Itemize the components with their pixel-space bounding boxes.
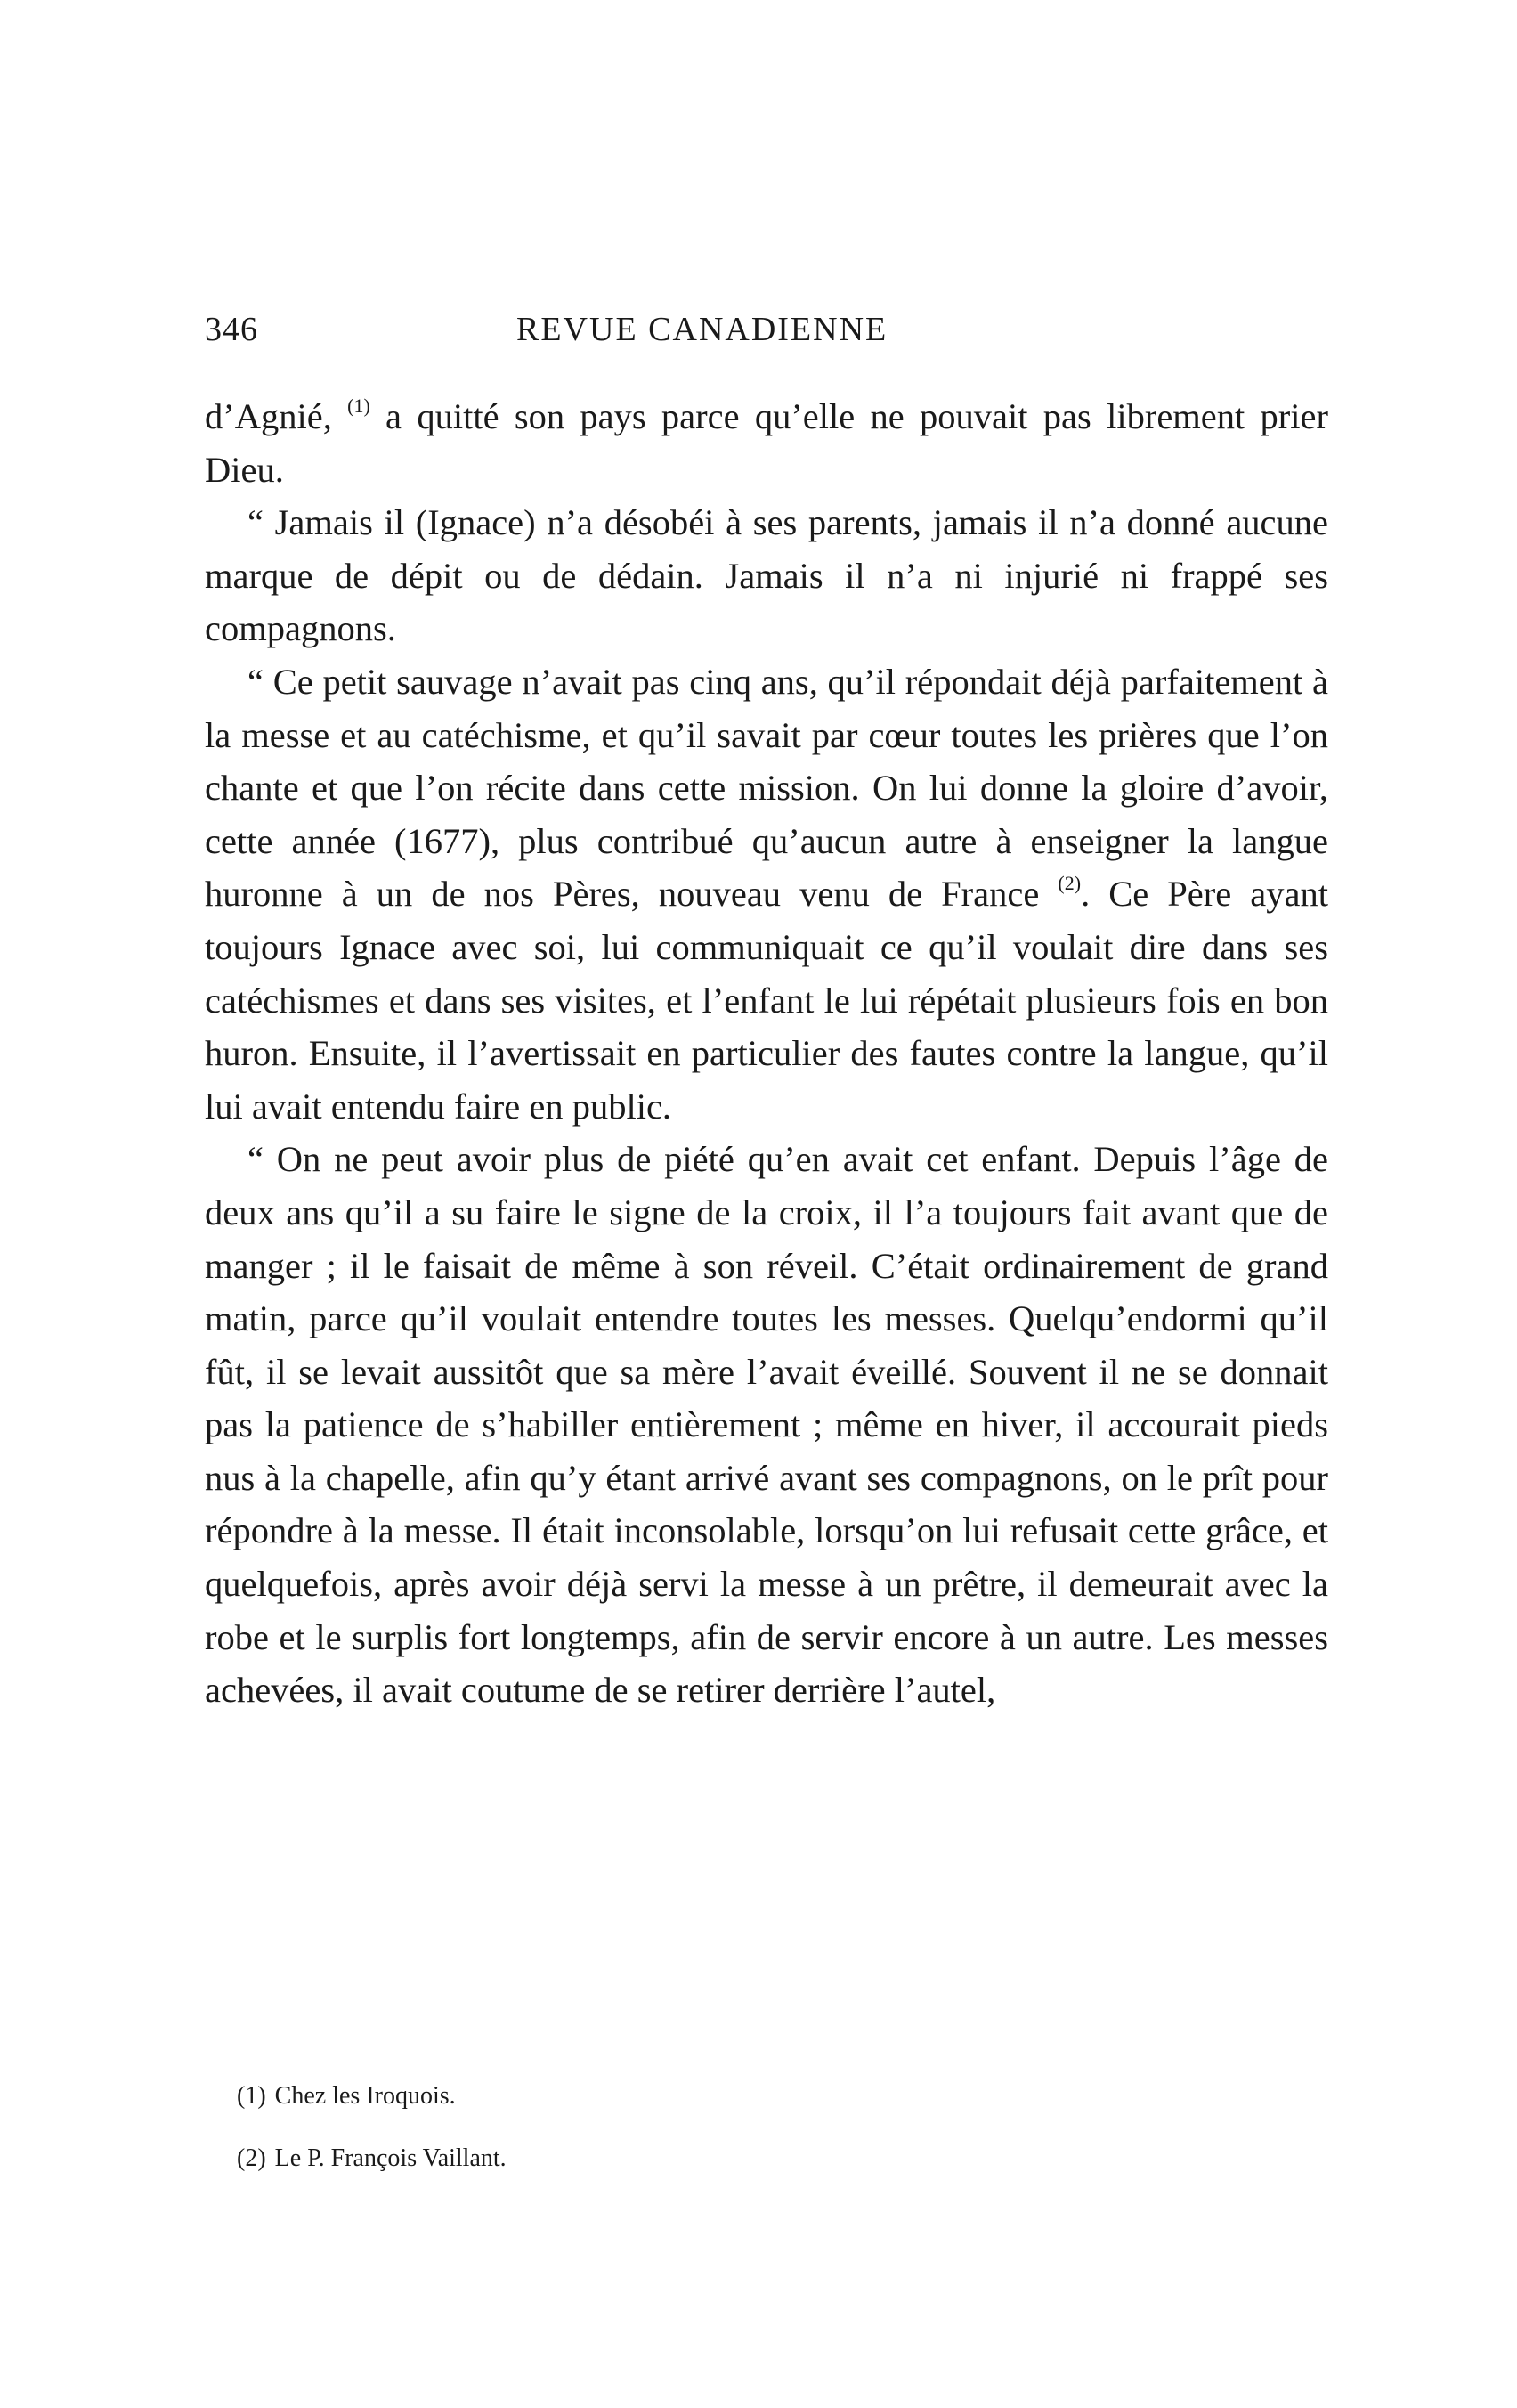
footnote-ref-1: (1)	[347, 395, 370, 417]
footnote-2	[237, 2143, 1305, 2175]
paragraph-3-text-b: . Ce Père ayant toujours Ignace avec soi, lui communiquait ce qu’il voulait dire dans ses catéchismes et dans ses visites, et l’enfant le lui répétait plusieurs fois en bon huron. Ensuite, il l’avertissait en particulier des fautes contre la langue, qu’il lui avait entendu faire en public.	[205, 874, 1329, 1127]
paragraph-3	[205, 655, 1328, 1133]
footnote-2-text: Le P. François Vaillant.	[274, 2144, 507, 2172]
paragraph-4: “ On ne peut avoir plus de piété qu’en avait cet enfant. Depuis l’âge de deux ans qu’il a su faire le signe de la croix, il l’a toujours fait avant que de manger ; il le faisait de même à son réveil. C’était ordinairement de grand matin, parce qu’il voulait entendre toutes les messes. Quelqu’endormi qu’il fût, il se levait aussitôt que sa mère l’avait éveillé. Souvent il ne se donnait pas la patience de s’habiller entièrement ; même en hiver, il accourait pieds nus à la chapelle, afin qu’y étant arrivé avant ses compagnons, on le prît pour répondre à la messe. Il était inconsolable, lorsqu’on lui refusait cette grâce, et quelquefois, après avoir déjà servi la messe à un prêtre, il demeurait avec la robe et le surplis fort longtemps, afin de servir encore à un autre. Les messes achevées, il avait coutume de se retirer derrière l’autel,	[205, 1139, 1328, 1711]
paragraph-1-text-a: d’Agnié,	[205, 396, 348, 436]
footnote-1-mark: (1)	[237, 2082, 266, 2110]
footnote-1-text: Chez les Iroquois.	[274, 2082, 456, 2110]
footnote-1	[237, 2080, 1305, 2112]
footnote-2-mark: (2)	[237, 2144, 266, 2172]
footnotes	[237, 2080, 1305, 2205]
running-head	[205, 303, 1326, 356]
page-number: 346	[205, 311, 258, 348]
body-text	[205, 390, 1328, 1717]
journal-title: REVUE CANADIENNE	[516, 311, 888, 348]
paragraph-3-text-a: “ Ce petit sauvage n’avait pas cinq ans, qu’il répondait déjà parfaitement à la messe et au catéchisme, et qu’il savait par cœur toutes les prières que l’on chante et que l’on récite dans cette mission. On lui donne la gloire d’avoir, cette année (1677), plus contribué qu’aucun autre à enseigner la langue huronne à un de nos Pères, nouveau venu de France	[205, 661, 1328, 915]
footnote-ref-2: (2)	[1058, 872, 1082, 895]
paragraph-2: “ Jamais il (Ignace) n’a désobéi à ses parents, jamais il n’a donné aucune marque de dépit ou de dédain. Jamais il n’a ni injurié ni frappé ses compagnons.	[205, 502, 1328, 649]
paragraph-1	[205, 390, 1328, 496]
paragraph-1-text-b: a quitté son pays parce qu’elle ne pouvait pas librement prier Dieu.	[205, 396, 1329, 490]
